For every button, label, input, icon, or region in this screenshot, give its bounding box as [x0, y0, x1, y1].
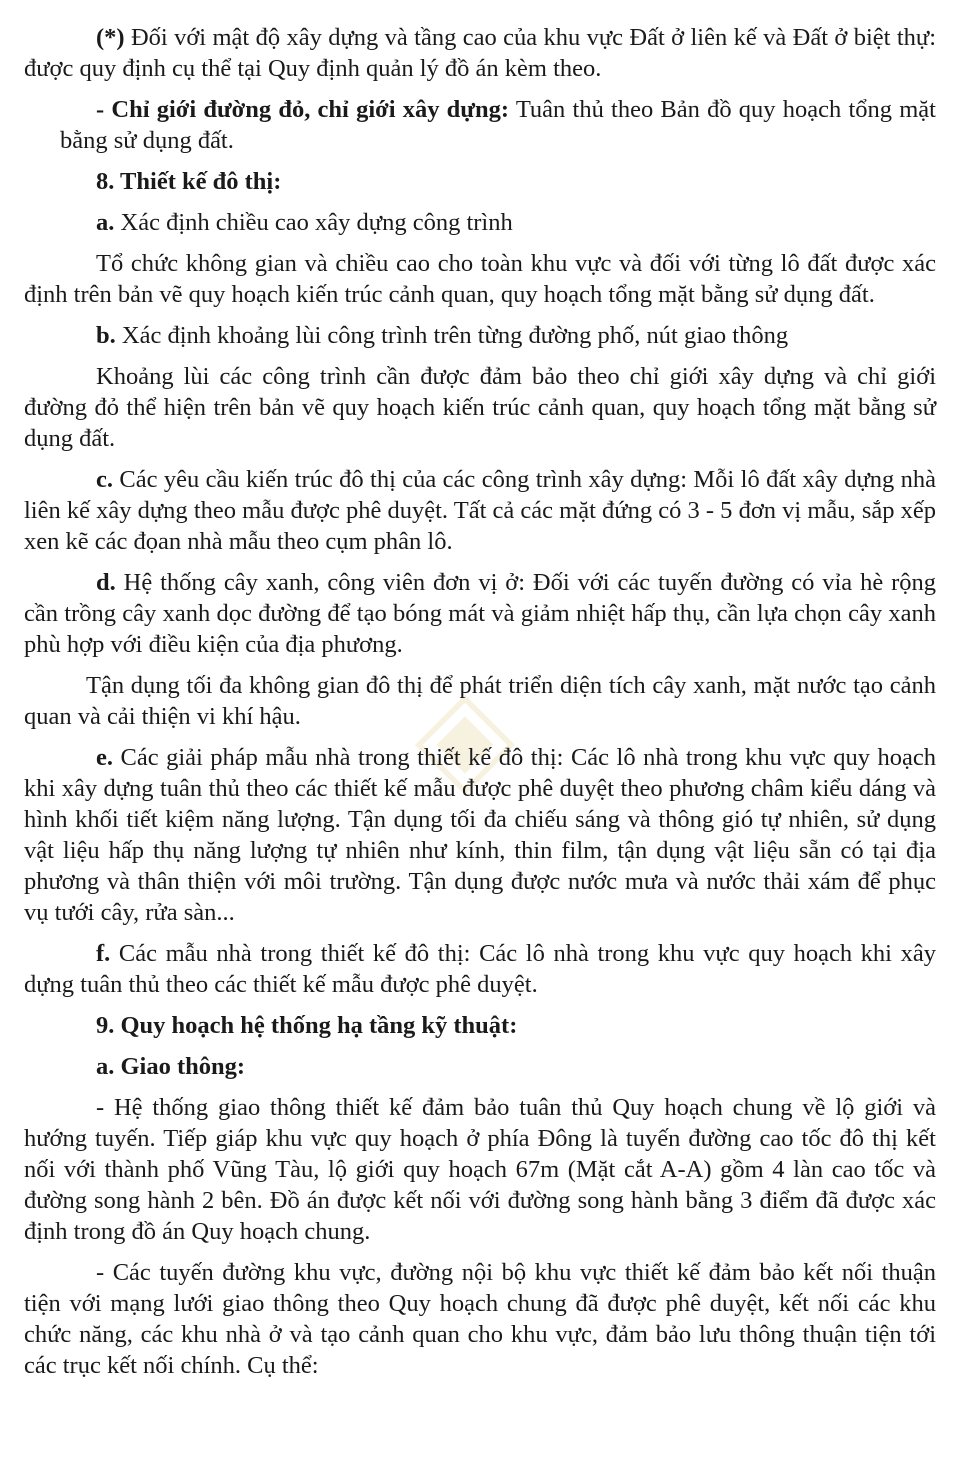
red-line-label: - Chỉ giới đường đỏ, chỉ giới xây dựng:: [96, 96, 510, 123]
section-8b-text: Xác định khoảng lùi công trình trên từng đường phố, nút giao thông: [115, 322, 789, 349]
section-8d-text: Hệ thống cây xanh, công viên đơn vị ở: Đối với các tuyến đường có vỉa hè rộng cần trồng cây xanh dọc đường để tạo bóng mát và giảm nhiệt hấp thụ, cần lựa chọn cây xanh phù hợp với điều kiện của địa phương.: [24, 569, 936, 658]
section-8b-label: b.: [96, 322, 116, 349]
red-line-paragraph: [24, 94, 936, 156]
note-paragraph: [24, 22, 936, 84]
section-8b-heading: [24, 320, 936, 351]
section-8f-paragraph: [24, 938, 936, 1000]
red-line-text: Tuân thủ theo Bản đồ quy hoạch tổng mặt bằng sử dụng đất.: [60, 96, 936, 154]
section-8a-text: Xác định chiều cao xây dựng công trình: [114, 209, 513, 236]
section-8e-paragraph: [24, 742, 936, 928]
section-9a-paragraph-1: - Hệ thống giao thông thiết kế đảm bảo tuân thủ Quy hoạch chung về lộ giới và hướng tuyến. Tiếp giáp khu vực quy hoạch ở phía Đông là tuyến đường cao tốc đô thị kết nối với thành phố Vũng Tàu, lộ giới quy hoạch 67m (Mặt cắt A-A) gồm 4 làn cao tốc và đường song hành 2 bên. Đồ án được kết nối với đường song hành bằng 3 điểm đã được xác định trong đồ án Quy hoạch chung.: [24, 1094, 936, 1245]
section-8e-text: Các giải pháp mẫu nhà trong thiết kế đô thị: Các lô nhà trong khu vực quy hoạch khi xây dựng tuân thủ theo các thiết kế mẫu được phê duyệt theo phương châm kiểu dáng và hình khối tiết kiệm năng lượng. Tận dụng tối đa chiếu sáng và thông gió tự nhiên, sử dụng vật liệu hấp thụ năng lượng tự nhiên như kính, thin film, tận dụng vật liệu sẵn có tại địa phương và thân thiện với môi trường. Tận dụng được nước mưa và nước thải xám để phục vụ tưới cây, rửa sàn...: [24, 744, 936, 926]
section-8c-label: c.: [96, 466, 113, 493]
section-8d-label: d.: [96, 569, 116, 596]
section-9a-title: a. Giao thông:: [96, 1053, 246, 1080]
section-8-title: 8. Thiết kế đô thị:: [96, 168, 282, 195]
section-8a-label: a.: [96, 209, 115, 236]
section-8a-heading: [24, 207, 936, 238]
section-8f-label: f.: [96, 940, 111, 967]
section-8c-paragraph: [24, 464, 936, 557]
section-8f-text: Các mẫu nhà trong thiết kế đô thị: Các lô nhà trong khu vực quy hoạch khi xây dựng tuân thủ theo các thiết kế mẫu được phê duyệt.: [24, 940, 936, 998]
section-8d-body: Tận dụng tối đa không gian đô thị để phát triển diện tích cây xanh, mặt nước tạo cảnh quan và cải thiện vi khí hậu.: [24, 672, 936, 730]
section-9-title: 9. Quy hoạch hệ thống hạ tầng kỹ thuật:: [96, 1012, 518, 1039]
note-marker: (*): [96, 24, 125, 51]
note-text: Đối với mật độ xây dựng và tầng cao của khu vực Đất ở liên kế và Đất ở biệt thự: được quy định cụ thể tại Quy định quản lý đồ án kèm theo.: [24, 24, 936, 82]
section-8a-body: Tổ chức không gian và chiều cao cho toàn khu vực và đối với từng lô đất được xác định trên bản vẽ quy hoạch kiến trúc cảnh quan, quy hoạch tổng mặt bằng sử dụng đất.: [24, 250, 936, 308]
section-9a-paragraph-2: - Các tuyến đường khu vực, đường nội bộ khu vực thiết kế đảm bảo kết nối thuận tiện với mạng lưới giao thông theo Quy hoạch chung đã được phê duyệt, kết nối các khu chức năng, các khu nhà ở và tạo cảnh quan cho khu vực, đảm bảo lưu thông thuận tiện tới các trục kết nối chính. Cụ thể:: [24, 1259, 936, 1379]
section-8c-text: Các yêu cầu kiến trúc đô thị của các công trình xây dựng: Mỗi lô đất xây dựng nhà liên kế xây dựng theo mẫu được phê duyệt. Tất cả các mặt đứng có 3 - 5 đơn vị mẫu, sắp xếp xen kẽ các đọan nhà mẫu theo cụm phân lô.: [24, 466, 936, 555]
document-page: [24, 22, 936, 1391]
section-8e-label: e.: [96, 744, 113, 771]
section-8b-body: Khoảng lùi các công trình cần được đảm bảo theo chỉ giới xây dựng và chỉ giới đường đỏ thể hiện trên bản vẽ quy hoạch kiến trúc cảnh quan, quy hoạch tổng mặt bằng sử dụng đất.: [24, 363, 936, 452]
section-8d-paragraph: [24, 567, 936, 660]
